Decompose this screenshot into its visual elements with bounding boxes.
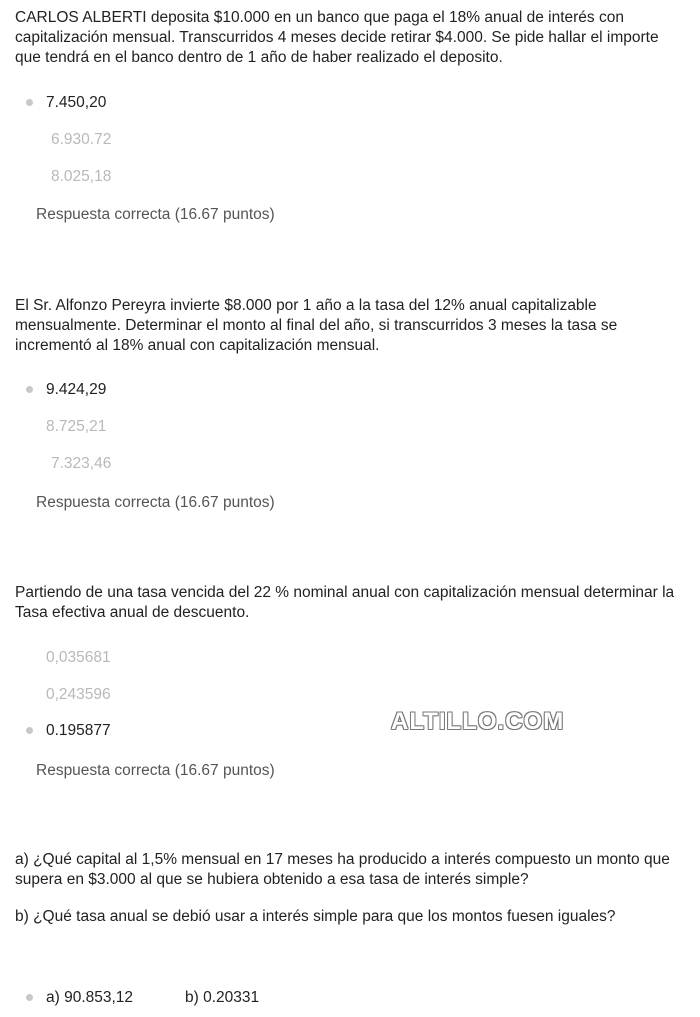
question-3-result: Respuesta correcta (16.67 puntos) — [36, 762, 275, 779]
question-1-text: CARLOS ALBERTI deposita $10.000 en un banco que paga el 18% anual de interés con capitalización mensual. Transcurridos 4 meses decide retirar $4.000. Se pide hallar el importe que tendrá en el banco dentro de 1 año de haber realizado el deposito. — [15, 9, 659, 66]
question-4a-text: a) ¿Qué capital al 1,5% mensual en 17 meses ha producido a interés compuesto un monto que supera en $3.000 al que se hubiera obtenido a esa tasa de interés simple? — [15, 851, 670, 888]
selected-bullet-icon — [26, 994, 33, 1001]
question-1-option-2[interactable]: 6.930.72 — [51, 131, 112, 148]
selected-bullet-icon — [26, 727, 33, 734]
question-4-answer-a[interactable]: a) 90.853,12 — [46, 989, 134, 1006]
question-3-option-2[interactable]: 0,243596 — [46, 686, 111, 703]
question-3-text: Partiendo de una tasa vencida del 22 % nominal anual con capitalización mensual determinar la Tasa efectiva anual de descuento. — [15, 584, 675, 621]
question-2-text: El Sr. Alfonzo Pereyra invierte $8.000 por 1 año a la tasa del 12% anual capitalizable mensualmente. Determinar el monto al final del año, si transcurridos 3 meses la tasa se incrementó al 18% anual con capitalización mensual. — [15, 297, 618, 354]
question-1-result: Respuesta correcta (16.67 puntos) — [36, 206, 275, 223]
question-2-option-1[interactable]: 9.424,29 — [46, 381, 107, 398]
question-3-option-3[interactable]: 0.195877 — [46, 722, 111, 739]
question-1-option-3[interactable]: 8.025,18 — [51, 168, 112, 185]
question-2-result: Respuesta correcta (16.67 puntos) — [36, 494, 275, 511]
question-4b-text: b) ¿Qué tasa anual se debió usar a interés simple para que los montos fuesen iguales? — [15, 908, 616, 925]
selected-bullet-icon — [26, 386, 33, 393]
question-2-option-3[interactable]: 7.323,46 — [51, 455, 112, 472]
question-2-option-2[interactable]: 8.725,21 — [46, 418, 107, 435]
question-4-answer-b[interactable]: b) 0.20331 — [185, 989, 260, 1006]
question-3-option-1[interactable]: 0,035681 — [46, 649, 111, 666]
watermark-logo: ALTILLO.COM — [391, 708, 565, 735]
question-1-option-1[interactable]: 7.450,20 — [46, 94, 107, 111]
selected-bullet-icon — [26, 99, 33, 106]
